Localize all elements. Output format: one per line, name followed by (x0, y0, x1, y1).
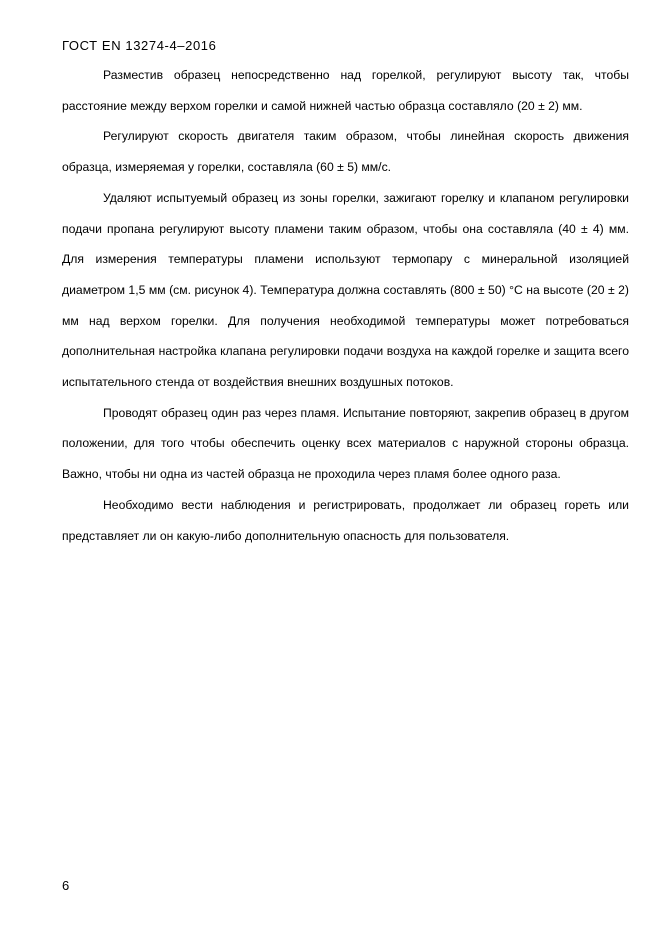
document-header: ГОСТ EN 13274-4–2016 (62, 38, 217, 53)
body-text (62, 60, 629, 551)
paragraph-burner-distance: Разместив образец непосредственно над горелкой, регулируют высоту так, чтобы расстояние между верхом горелки и самой нижней частью образца составляло (20 ± 2) мм. (62, 68, 629, 113)
paragraph-flame-setup: Удаляют испытуемый образец из зоны горелки, зажигают горелку и клапаном регулировки подачи пропана регулируют высоту пламени таким образом, чтобы она составляла (40 ± 4) мм. Для измерения температуры пламени используют термопару с минеральной изоляцией диаметром 1,5 мм (см. рисунок 4). Температура должна составлять (800 ± 50) °С на высоте (20 ± 2) мм над верхом горелки. Для получения необходимой температуры может потребоваться дополнительная настройка клапана регулировки подачи воздуха на каждой горелке и защита всего испытательного стенда от воздействия внешних воздушных потоков. (62, 190, 629, 390)
paragraph-motor-speed: Регулируют скорость двигателя таким образом, чтобы линейная скорость движения образца, измеряемая у горелки, составляла (60 ± 5) мм/с. (62, 129, 629, 175)
paragraph-pass-through-flame: Проводят образец один раз через пламя. Испытание повторяют, закрепив образец в другом положении, для того чтобы обеспечить оценку всех материалов с наружной стороны образца. Важно, чтобы ни одна из частей образца не проходила через пламя более одного раза. (62, 405, 629, 482)
page-number: 6 (62, 878, 70, 893)
paragraph-observation: Необходимо вести наблюдения и регистрировать, продолжает ли образец гореть или представляет ли он какую-либо дополнительную опасность для пользователя. (62, 497, 629, 543)
